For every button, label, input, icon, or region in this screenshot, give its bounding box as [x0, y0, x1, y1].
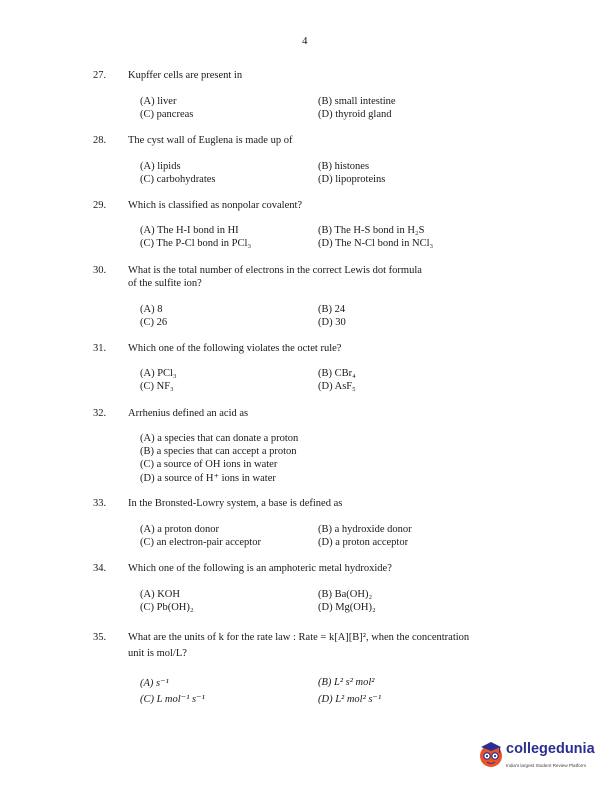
page-number: 4: [302, 35, 308, 47]
q27-option-a: (A) liver: [140, 96, 177, 107]
question-32-text: Arrhenius defined an acid as: [128, 408, 249, 419]
question-35-text: What are the units of k for the rate law : Rate = k[A][B]², when the concentration: [128, 632, 470, 643]
question-33-number: 33.: [93, 498, 107, 509]
q31-option-a: (A) PCl₃: [140, 368, 177, 379]
question-30-text-line2: of the sulfite ion?: [128, 278, 202, 289]
question-33-text: In the Bronsted-Lowry system, a base is defined as: [128, 498, 343, 509]
q35-option-b: (B) L² s² mol²: [318, 677, 375, 688]
question-27-text: Kupffer cells are present in: [128, 70, 243, 81]
q31-option-b: (B) CBr₄: [318, 368, 356, 379]
q29-option-d: (D) The N-Cl bond in NCl₃: [318, 238, 434, 249]
q34-option-c: (C) Pb(OH)₂: [140, 602, 194, 613]
question-35-text-line2: unit is mol/L?: [128, 648, 187, 659]
q30-option-c: (C) 26: [140, 317, 168, 328]
q27-option-b: (B) small intestine: [318, 96, 396, 107]
q34-option-d: (D) Mg(OH)₂: [318, 602, 376, 613]
q27-option-c: (C) pancreas: [140, 109, 194, 120]
q34-option-a: (A) KOH: [140, 589, 180, 600]
q29-option-b: (B) The H-S bond in H₂S: [318, 225, 425, 236]
question-30-text: What is the total number of electrons in the correct Lewis dot formula: [128, 265, 422, 276]
q33-option-b: (B) a hydroxide donor: [318, 524, 412, 535]
question-35-number: 35.: [93, 632, 107, 643]
q35-option-d: (D) L² mol² s⁻¹: [318, 694, 382, 705]
question-34-text: Which one of the following is an amphoteric metal hydroxide?: [128, 563, 392, 574]
q32-option-d: (D) a source of H⁺ ions in water: [140, 473, 276, 484]
question-32-number: 32.: [93, 408, 107, 419]
q27-option-d: (D) thyroid gland: [318, 109, 392, 120]
q28-option-a: (A) lipids: [140, 161, 181, 172]
logo-wordmark: collegedunia: [506, 741, 595, 757]
q30-option-a: (A) 8: [140, 304, 163, 315]
q33-option-d: (D) a proton acceptor: [318, 537, 409, 548]
q30-option-b: (B) 24: [318, 304, 346, 315]
q29-option-c: (C) The P-Cl bond in PCl₃: [140, 238, 252, 249]
q32-option-c: (C) a source of OH ions in water: [140, 459, 278, 470]
question-31-text: Which one of the following violates the octet rule?: [128, 343, 342, 354]
question-28-number: 28.: [93, 135, 107, 146]
question-34-number: 34.: [93, 563, 107, 574]
q28-option-c: (C) carbohydrates: [140, 174, 216, 185]
q30-option-d: (D) 30: [318, 317, 346, 328]
question-30-number: 30.: [93, 265, 107, 276]
q29-option-a: (A) The H-I bond in HI: [140, 225, 239, 236]
q35-option-a: (A) s⁻¹: [140, 678, 169, 689]
question-29-text: Which is classified as nonpolar covalent?: [128, 200, 303, 211]
q32-option-a: (A) a species that can donate a proton: [140, 433, 299, 444]
q32-option-b: (B) a species that can accept a proton: [140, 446, 297, 457]
q33-option-a: (A) a proton donor: [140, 524, 220, 535]
q31-option-c: (C) NF₃: [140, 381, 174, 392]
logo-tagline: India's largest Student Review Platform: [506, 763, 587, 768]
q33-option-c: (C) an electron-pair acceptor: [140, 537, 261, 548]
question-27-number: 27.: [93, 70, 107, 81]
q34-option-b: (B) Ba(OH)₂: [318, 589, 373, 600]
student-mascot-icon: [478, 739, 504, 769]
question-29-number: 29.: [93, 200, 107, 211]
q31-option-d: (D) AsF₅: [318, 381, 356, 392]
q28-option-d: (D) lipoproteins: [318, 174, 386, 185]
q28-option-b: (B) histones: [318, 161, 370, 172]
question-28-text: The cyst wall of Euglena is made up of: [128, 135, 293, 146]
q35-option-c: (C) L mol⁻¹ s⁻¹: [140, 694, 205, 705]
question-31-number: 31.: [93, 343, 107, 354]
